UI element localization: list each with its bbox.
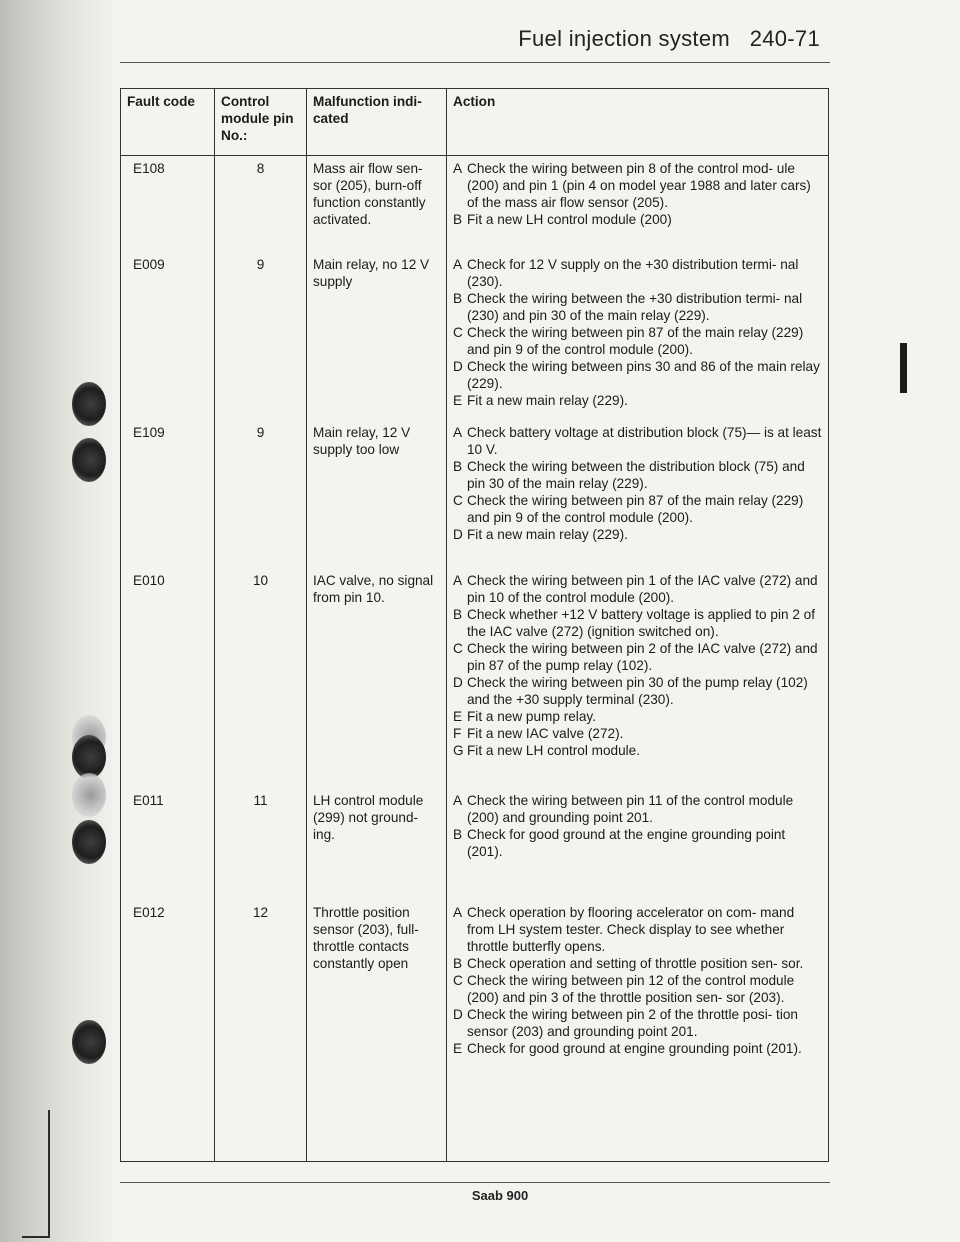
action-step-text: Check the wiring between pin 87 of the main relay (229) and pin 9 of the control module (200). [467,492,804,525]
binder-hole [72,438,106,482]
module-pin: 8 [215,156,307,252]
action-step-text: Fit a new LH control module (200) [467,212,672,227]
action-step [453,708,822,725]
module-pin: 9 [215,420,307,568]
table-row [121,420,829,568]
action-step-text: Check the wiring between the distribution block (75) and pin 30 of the main relay (229). [467,458,805,491]
action-step-letter: A [453,904,463,920]
column-header-action: Action [447,89,829,156]
action-step-letter: C [453,972,463,988]
action-step-letter: C [453,640,463,656]
table-header-row [121,89,829,156]
action-step-letter: D [453,358,463,374]
page-title: Fuel injection system [518,26,730,51]
page-number: 240-71 [749,26,820,51]
action-step-text: Check the wiring between pin 11 of the control module (200) and grounding point 201. [467,792,794,825]
action-step-text: Check for good ground at engine grounding point (201). [467,1040,802,1056]
action-step-letter: E [453,1040,463,1056]
malfunction-text: Mass air flow sen- sor (205), burn-off function constantly activated. [307,156,447,252]
module-pin: 9 [215,252,307,420]
action-step-text: Check operation and setting of throttle position sen- sor. [467,955,804,971]
action-step-letter: A [453,572,463,588]
action-step-text: Check the wiring between pins 30 and 86 of the main relay (229). [467,358,820,391]
action-step [453,904,822,955]
action-step-letter: D [453,1006,463,1022]
action-step [453,955,822,972]
fault-code: E109 [121,420,215,568]
table-row [121,568,829,788]
module-pin: 11 [215,788,307,900]
action-step [453,826,822,860]
action-step-letter: C [453,492,463,508]
action-step-letter: B [453,955,463,971]
section-tab-mark [900,343,907,393]
table-row [121,156,829,252]
action-step [453,492,822,526]
action-step [453,674,822,708]
fault-code: E010 [121,568,215,788]
action-step-text: Check the wiring between pin 1 of the IAC valve (272) and pin 10 of the control module (200). [467,572,818,605]
malfunction-text: IAC valve, no signal from pin 10. [307,568,447,788]
fault-code: E108 [121,156,215,252]
malfunction-text: Main relay, 12 V supply too low [307,420,447,568]
binder-hole [72,382,106,426]
column-header-fault-code: Fault code [121,89,215,156]
binder-hole [72,820,106,864]
footer-text: Saab 900 [471,1188,529,1203]
action-step-text: Fit a new main relay (229). [467,526,628,542]
action-step [453,640,822,674]
action-cell [447,568,829,788]
binder-hole [72,1020,106,1064]
table-row [121,252,829,420]
action-step-text: Check the wiring between pin 2 of the throttle posi- tion sensor (203) and grounding point 201. [467,1006,798,1039]
fault-code: E012 [121,900,215,1162]
header-rule [120,62,830,63]
action-cell [447,252,829,420]
action-step-text: Fit a new LH control module. [467,742,641,758]
footer-rule [120,1182,830,1183]
action-step [453,324,822,358]
table-row [121,900,829,1162]
action-step-text: Check the wiring between pin 87 of the main relay (229) and pin 9 of the control module (200). [467,324,804,357]
fault-code: E009 [121,252,215,420]
action-step-letter: G [453,742,464,758]
table-row [121,788,829,900]
action-step-text: Check battery voltage at distribution block (75)— is at least 10 V. [467,424,822,457]
action-step [453,606,822,640]
action-step [453,725,822,742]
action-step [453,392,822,409]
action-step [453,424,822,458]
action-step [453,358,822,392]
action-step [453,160,822,211]
action-step-letter: B [453,290,463,306]
action-step [453,1040,822,1057]
action-step-text: Check operation by flooring accelerator on com- mand from LH system tester. Check display to see whether throttle butterfly opens. [467,904,795,954]
fault-code-table [120,88,829,1162]
malfunction-text: LH control module (299) not ground- ing. [307,788,447,900]
action-step-letter: B [453,458,463,474]
action-step-letter: D [453,674,463,690]
action-step-text: Check the wiring between pin 30 of the pump relay (102) and the +30 supply terminal (230). [467,674,808,707]
action-step-text: Check the wiring between the +30 distribution termi- nal (230) and pin 30 of the main relay (229). [467,290,803,323]
column-header-pin: Control module pin No.: [215,89,307,156]
module-pin: 12 [215,900,307,1162]
action-cell [447,156,829,252]
action-step [453,742,822,759]
action-step-letter: B [453,606,463,622]
action-step-text: Fit a new main relay (229). [467,392,628,408]
action-step-letter: F [453,725,462,741]
action-step-text: Check for good ground at the engine grounding point (201). [467,826,786,859]
fault-code: E011 [121,788,215,900]
action-step-text: Check whether +12 V battery voltage is applied to pin 2 of the IAC valve (272) (ignition switched on). [467,606,815,639]
action-step-letter: B [453,212,463,227]
action-step-letter: C [453,324,463,340]
action-step [453,256,822,290]
action-step-letter: A [453,256,463,272]
action-step-letter: A [453,424,463,440]
malfunction-text: Throttle position sensor (203), full- throttle contacts constantly open [307,900,447,1162]
action-cell [447,788,829,900]
page-edge-line [22,1236,50,1238]
column-header-malfunction: Malfunction indi- cated [307,89,447,156]
binder-hole [72,773,106,817]
module-pin: 10 [215,568,307,788]
action-step-letter: E [453,392,463,408]
action-cell [447,420,829,568]
action-step [453,526,822,543]
action-step [453,211,822,228]
action-step-text: Fit a new IAC valve (272). [467,725,624,741]
action-step-letter: B [453,826,463,842]
action-step [453,1006,822,1040]
action-step-letter: E [453,708,463,724]
action-step-text: Fit a new pump relay. [467,708,596,724]
action-step [453,792,822,826]
action-step-text: Check the wiring between pin 8 of the control mod- ule (200) and pin 1 (pin 4 on model year 1988 and later cars) of the mass air flow sensor (205). [467,161,811,210]
action-step-letter: A [453,792,463,808]
action-step [453,290,822,324]
action-step-text: Check the wiring between pin 2 of the IAC valve (272) and pin 87 of the pump relay (102). [467,640,818,673]
action-step-text: Check for 12 V supply on the +30 distribution termi- nal (230). [467,256,799,289]
action-step-letter: D [453,526,463,542]
action-step [453,972,822,1006]
action-step-text: Check the wiring between pin 12 of the control module (200) and pin 3 of the throttle position sen- sor (203). [467,972,795,1005]
action-step [453,458,822,492]
action-step [453,572,822,606]
action-cell [447,900,829,1162]
action-step-letter: A [453,161,463,176]
page-edge-line [48,1110,50,1238]
malfunction-text: Main relay, no 12 V supply [307,252,447,420]
